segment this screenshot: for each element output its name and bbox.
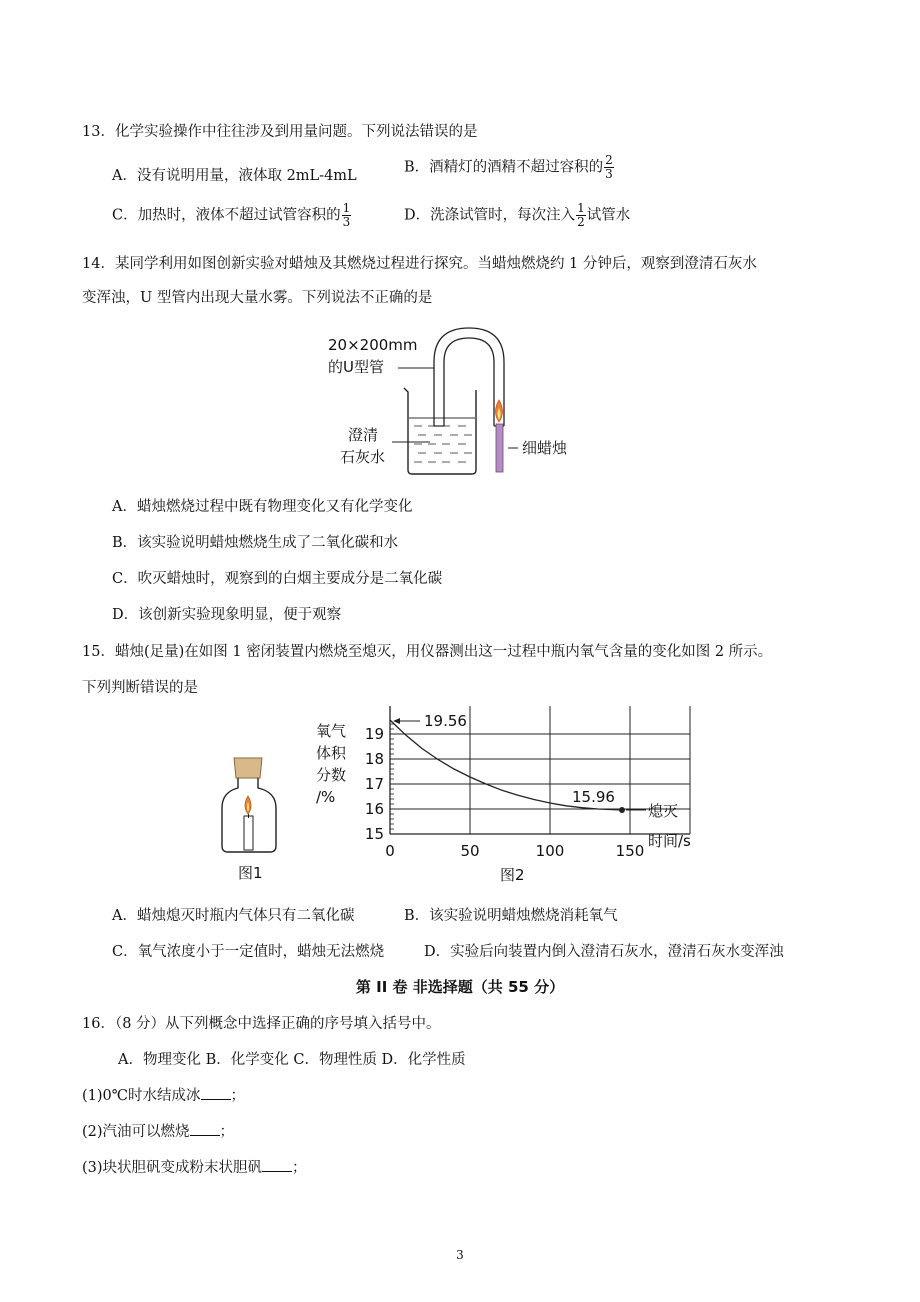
figure2-caption: 图2 — [500, 866, 525, 884]
q14-option-c: C．吹灭蜡烛时，观察到的白烟主要成分是二氧化碳 — [112, 571, 443, 587]
x-tick-label: 50 — [460, 842, 480, 860]
x-axis-label: 时间/s — [648, 832, 691, 850]
y-label-line: /% — [316, 788, 336, 806]
page-number: 3 — [456, 1248, 464, 1262]
fraction: $\frac{1}{2}$ — [577, 201, 585, 229]
water-label-2: 石灰水 — [340, 448, 386, 466]
answer-blank[interactable] — [262, 1157, 292, 1172]
q13-option-c: C．加热时，液体不超过试管容积的 $\frac{1}{3}$ — [112, 201, 351, 229]
figure1-caption: 图1 — [238, 864, 263, 882]
y-axis-label — [316, 722, 347, 806]
y-tick-label: 19 — [364, 725, 384, 743]
chart-annotations — [393, 712, 678, 820]
beaker — [404, 388, 476, 474]
tube-label-1: 20×200mm — [328, 336, 418, 354]
q14-stem-line2: 变浑浊，U 型管内出现大量水雾。下列说法不正确的是 — [82, 290, 433, 306]
tube-label-2: 的U型管 — [328, 358, 384, 376]
lime-water — [414, 426, 472, 462]
q16-stem: 16．（8 分）从下列概念中选择正确的序号填入括号中。 — [82, 1016, 441, 1032]
candle — [244, 816, 253, 850]
thin-candle — [496, 424, 503, 472]
q13-option-d: D．洗涤试管时，每次注入 $\frac{1}{2}$ 试管水 — [404, 201, 631, 229]
answer-blank[interactable] — [201, 1085, 231, 1100]
q15-stem-line1: 15．蜡烛(足量)在如图 1 密闭装置内燃烧至熄灭，用仪器测出这一过程中瓶内氧气含量的变化如图 2 所示。 — [82, 644, 773, 660]
candle-label: 细蜡烛 — [522, 439, 568, 457]
q16-item-3: (3)块状胆矾变成粉末状胆矾 ； — [82, 1156, 307, 1177]
y-label-line: 体积 — [316, 744, 347, 762]
q15-option-c: C．氧气浓度小于一定值时，蜡烛无法燃烧 — [112, 944, 385, 960]
q15-option-b: B．该实验说明蜡烛燃烧消耗氧气 — [404, 908, 618, 924]
fraction: $\frac{2}{3}$ — [605, 153, 613, 181]
x-tick-label: 100 — [535, 842, 565, 860]
q16-item-2: (2)汽油可以燃烧 ； — [82, 1120, 234, 1141]
end-value-label: 15.96 — [572, 788, 615, 806]
extinguish-label: 熄灭 — [648, 802, 679, 820]
end-point — [619, 807, 625, 813]
q15-option-a: A．蜡烛熄灭时瓶内气体只有二氧化碳 — [112, 908, 355, 924]
sealed-bottle-figure — [212, 756, 290, 888]
x-tick-label: 0 — [385, 842, 395, 860]
q13-stem: 13．化学实验操作中往往涉及到用量问题。下列说法错误的是 — [82, 124, 478, 140]
fraction: $\frac{1}{3}$ — [342, 201, 351, 229]
q15-option-d: D．实验后向装置内倒入澄清石灰水，澄清石灰水变浑浊 — [424, 944, 784, 960]
q13-option-a: A．没有说明用量，液体取 2mL-4mL — [112, 168, 357, 184]
water-label-1: 澄清 — [348, 426, 379, 444]
oxygen-fraction-chart — [300, 706, 720, 888]
q14-stem-line1: 14．某同学利用如图创新实验对蜡烛及其燃烧过程进行探究。当蜡烛燃烧约 1 分钟后，观察到澄清石灰水 — [82, 256, 757, 272]
q15-stem-line2: 下列判断错误的是 — [82, 680, 198, 696]
q14-option-d: D．该创新实验现象明显，便于观察 — [112, 607, 342, 623]
q16-options: A．物理变化 B．化学变化 C．物理性质 D．化学性质 — [118, 1052, 466, 1068]
x-tick-label: 150 — [615, 842, 645, 860]
y-tick-label: 15 — [364, 825, 384, 843]
q13-option-b: B．酒精灯的酒精不超过容积的 $\frac{2}{3}$ — [404, 153, 613, 181]
y-label-line: 分数 — [316, 766, 347, 784]
y-tick-label: 17 — [364, 775, 384, 793]
section-title: 第 II 卷 非选择题（共 55 分） — [355, 978, 565, 996]
q14-option-b: B．该实验说明蜡烛燃烧生成了二氧化碳和水 — [112, 535, 399, 551]
q14-option-a: A．蜡烛燃烧过程中既有物理变化又有化学变化 — [112, 499, 413, 515]
answer-blank[interactable] — [190, 1121, 220, 1136]
q16-item-1: (1)0℃时水结成冰 ； — [82, 1084, 245, 1105]
start-value-label: 19.56 — [424, 712, 467, 730]
u-tube-apparatus-figure — [320, 322, 600, 484]
y-label-line: 氧气 — [316, 722, 347, 740]
y-tick-label: 16 — [364, 800, 384, 818]
cork — [234, 758, 262, 778]
y-tick-label: 18 — [364, 750, 384, 768]
u-tube-inner — [444, 338, 494, 426]
